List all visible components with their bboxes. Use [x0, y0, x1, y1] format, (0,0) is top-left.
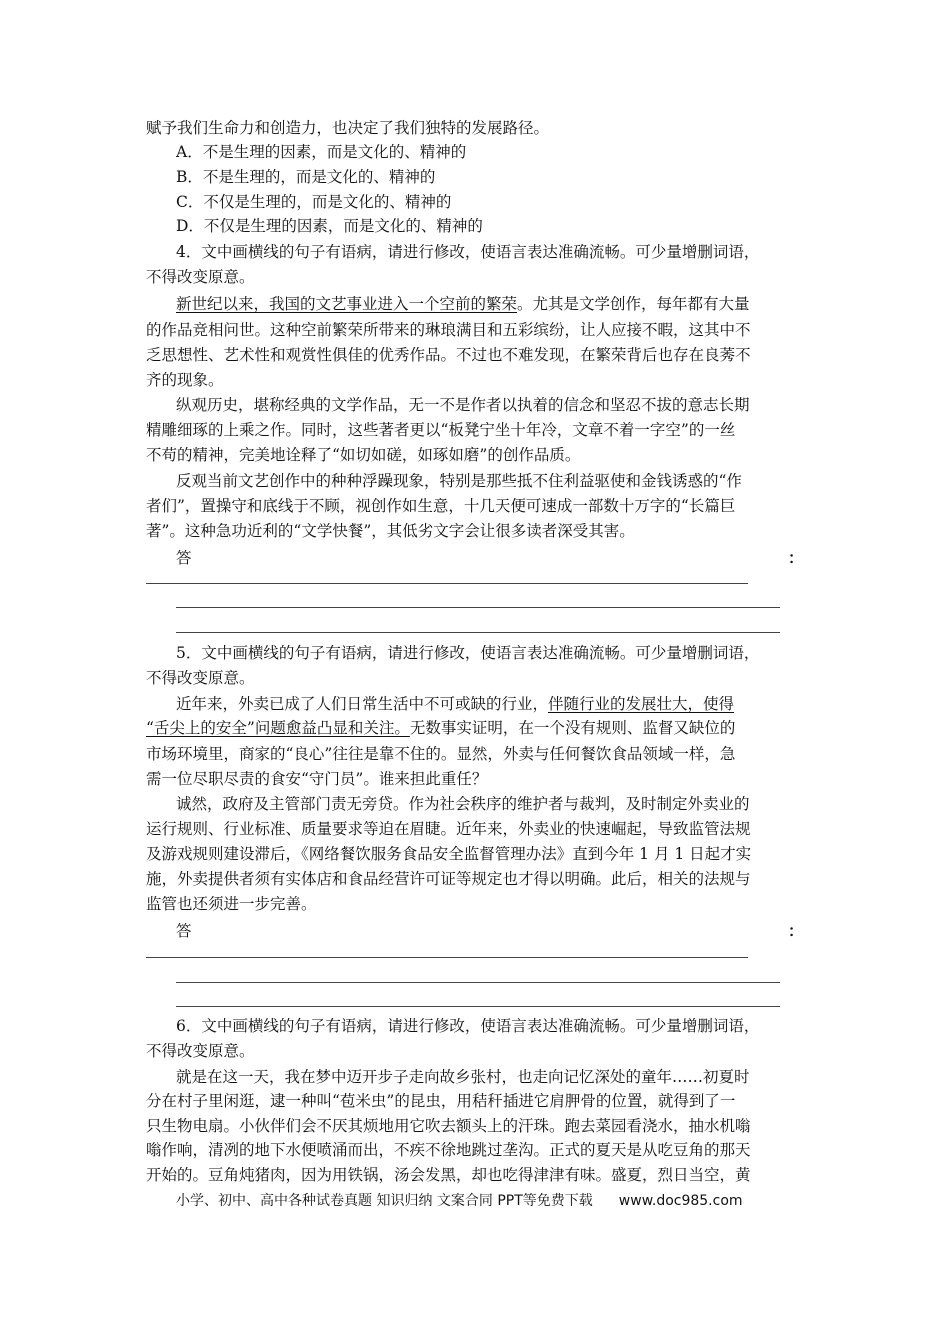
page-footer — [176, 1189, 816, 1213]
answer-blank-line[interactable] — [146, 957, 748, 958]
q5-stem: 5．文中画横线的句子有语病，请进行修改，使语言表达准确流畅。可少量增删词语， — [176, 644, 760, 662]
q6-paragraph-line: 只生物电扇。小伙伴们会不厌其烦地用它吹去额头上的汗珠。跑去菜园看浇水，抽水机嗡 — [146, 1117, 751, 1135]
q5-paragraph-line: 需一位尽职尽责的食安“守门员”。谁来担此重任？ — [146, 770, 488, 788]
q4-stem: 4．文中画横线的句子有语病，请进行修改，使语言表达准确流畅。可少量增删词语， — [176, 243, 760, 261]
q4-answer-colon: ： — [788, 548, 804, 567]
q5-paragraph-line: 市场环境里，商家的“良心”往往是靠不住的。显然，外卖与任何餐饮食品领域一样，急 — [146, 745, 736, 763]
underlined-sentence: 新世纪以来，我国的文艺事业进入一个空前的繁荣 — [176, 295, 518, 313]
answer-blank-line[interactable] — [176, 1006, 780, 1007]
option-a: A．不是生理的因素，而是文化的、精神的 — [176, 143, 467, 161]
answer-blank-line[interactable] — [176, 982, 780, 983]
q5-paragraph-line: 监管也还须进一步完善。 — [146, 895, 317, 913]
q4-paragraph-line: 新世纪以来，我国的文艺事业进入一个空前的繁荣。尤其是文学创作，每年都有大量 — [176, 295, 750, 313]
q6-paragraph-line: 就是在这一天，我在梦中迈开步子走向故乡张村，也走向记忆深处的童年……初夏时 — [176, 1068, 750, 1086]
q4-stem-cont: 不得改变原意。 — [146, 268, 255, 286]
paragraph-line: 赋予我们生命力和创造力，也决定了我们独特的发展路径。 — [146, 119, 550, 137]
q5-answer-label: 答 — [176, 922, 192, 940]
q6-paragraph-line: 嗡作响，清冽的地下水便喷涌而出，不疾不徐地跳过垄沟。正式的夏天是从吃豆角的那天 — [146, 1141, 751, 1159]
answer-blank-line[interactable] — [176, 607, 780, 608]
q6-stem-cont: 不得改变原意。 — [146, 1042, 255, 1060]
answer-blank-line[interactable] — [146, 583, 748, 584]
footer-text: 小学、初中、高中各种试卷真题 知识归纳 文案合同 PPT等免费下载 — [176, 1193, 593, 1209]
q4-paragraph-line: 反观当前文艺创作中的种种浮躁现象，特别是那些抵不住利益驱使和金钱诱惑的“作 — [176, 472, 742, 490]
option-d: D．不仅是生理的因素，而是文化的、精神的 — [176, 217, 483, 235]
q5-paragraph-line: “舌尖上的安全”问题愈益凸显和关注。无数事实证明，在一个没有规则、监督又缺位的 — [146, 719, 736, 737]
q5-paragraph-line: 诚然，政府及主管部门责无旁贷。作为社会秩序的维护者与裁判，及时制定外卖业的 — [176, 795, 750, 813]
q4-answer-label: 答 — [176, 549, 192, 567]
underlined-sentence: “舌尖上的安全”问题愈益凸显和关注。 — [146, 719, 410, 737]
option-c: C．不仅是生理的，而是文化的、精神的 — [176, 193, 452, 211]
answer-blank-line[interactable] — [176, 632, 780, 633]
q4-paragraph-line: 者们”，置操守和底线于不顾，视创作如生意，十几天便可速成一部数十万字的“长篇巨 — [146, 497, 736, 515]
q4-paragraph-line: 不苟的精神，完美地诠释了“如切如磋，如琢如磨”的创作品质。 — [146, 446, 581, 464]
q4-paragraph-line: 齐的现象。 — [146, 371, 224, 389]
q6-paragraph-line: 开始的。豆角炖猪肉，因为用铁锅，汤会发黑，却也吃得津津有味。盛夏，烈日当空，黄 — [146, 1166, 751, 1184]
q6-stem: 6．文中画横线的句子有语病，请进行修改，使语言表达准确流畅。可少量增删词语， — [176, 1017, 760, 1035]
q6-paragraph-line: 分在村子里闲逛，逮一种叫“苞米虫”的昆虫，用秸秆插进它肩胛骨的位置，就得到了一 — [146, 1092, 736, 1110]
option-b: B．不是生理的，而是文化的、精神的 — [176, 168, 436, 186]
q5-paragraph-line: 施，外卖提供者须有实体店和食品经营许可证等规定也才得以明确。此后，相关的法规与 — [146, 870, 751, 888]
footer-site-link[interactable]: www.doc985.com — [618, 1193, 743, 1209]
q5-answer-colon: ： — [788, 921, 804, 940]
q4-paragraph-line: 著”。这种急功近利的“文学快餐”，其低劣文字会让很多读者深受其害。 — [146, 522, 635, 540]
q5-stem-cont: 不得改变原意。 — [146, 669, 255, 687]
q4-paragraph-line: 纵观历史，堪称经典的文学作品，无一不是作者以执着的信念和坚忍不拔的意志长期 — [176, 396, 750, 414]
q5-paragraph-line: 近年来，外卖已成了人们日常生活中不可或缺的行业，伴随行业的发展壮大，使得 — [176, 695, 735, 713]
q4-paragraph-line: 乏思想性、艺术性和观赏性俱佳的优秀作品。不过也不难发现，在繁荣背后也存在良莠不 — [146, 346, 751, 364]
q5-paragraph-line: 及游戏规则建设滞后，《网络餐饮服务食品安全监督管理办法》直到今年 1 月 1 日起才实 — [146, 845, 752, 863]
q5-paragraph-line: 运行规则、行业标准、质量要求等迫在眉睫。近年来，外卖业的快速崛起，导致监管法规 — [146, 820, 751, 838]
q4-paragraph-line: 的作品竞相问世。这种空前繁荣所带来的琳琅满目和五彩缤纷，让人应接不暇，这其中不 — [146, 321, 751, 339]
underlined-sentence: 伴随行业的发展壮大，使得 — [548, 695, 735, 713]
q4-paragraph-line: 精雕细琢的上乘之作。同时，这些著者更以“板凳宁坐十年冷，文章不着一字空”的一丝 — [146, 421, 736, 439]
